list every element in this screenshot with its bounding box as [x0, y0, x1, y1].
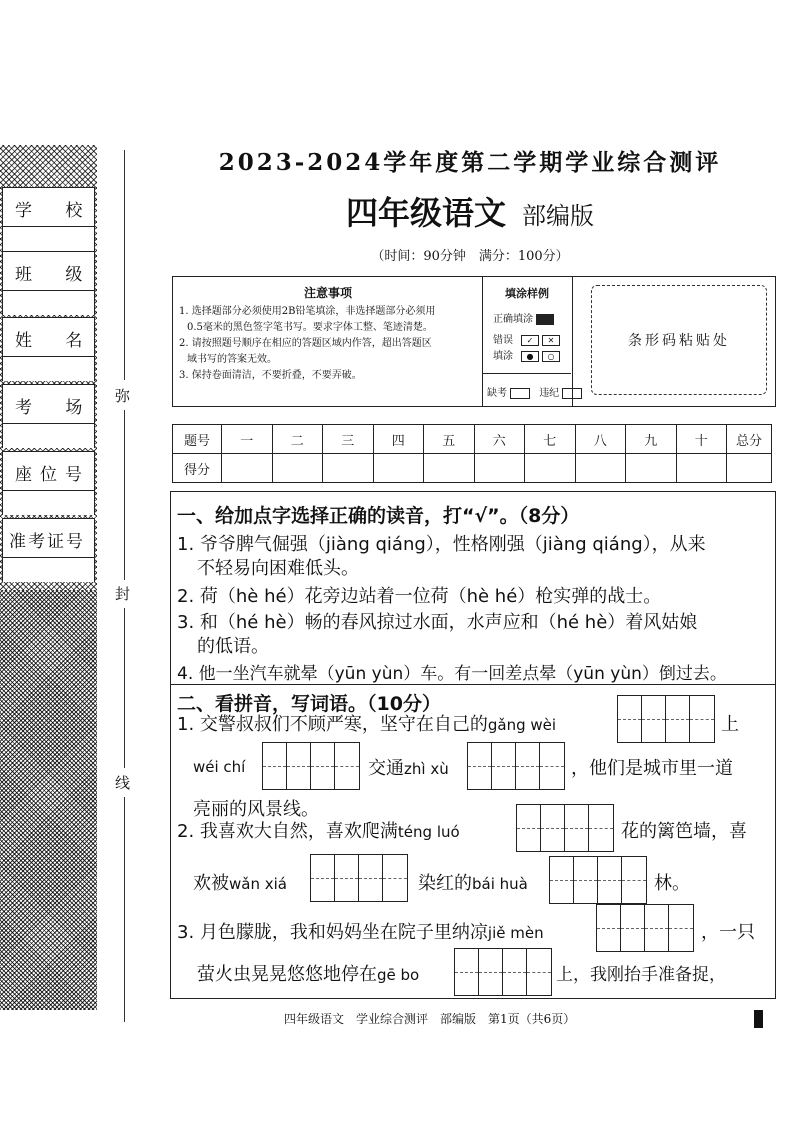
s2-q1-mid — [368, 754, 449, 780]
barcode-label: 条形码粘贴处 — [628, 333, 730, 349]
pinyin-jiemen: jiě mèn — [487, 924, 544, 942]
total-score-cell[interactable] — [727, 454, 772, 483]
seat-write-line[interactable] — [2, 491, 95, 515]
section-2-title: 二、看拼音，写词语。（10分） — [177, 693, 441, 715]
class-field[interactable] — [2, 251, 95, 291]
score-col-header: 三 — [323, 425, 374, 454]
notice-items — [179, 304, 477, 384]
s2-q1-last: 亮丽的风景线。 — [193, 799, 319, 820]
grid-cell[interactable] — [666, 696, 690, 742]
grid-cell[interactable] — [550, 857, 574, 903]
binding-strip-bottom — [0, 590, 97, 1010]
score-col-header: 十 — [676, 425, 727, 454]
time-info: （时间：90分钟 满分：100分） — [371, 249, 569, 264]
dot-box-icon: ● — [521, 351, 539, 362]
grid-cell[interactable] — [622, 857, 646, 903]
exam-id-label: 准考证号 — [9, 532, 85, 552]
notice-item: 2. 请按照题号顺序在相应的答题区域内作答，超出答题区 — [179, 338, 432, 349]
score-col-header: 五 — [424, 425, 475, 454]
s2-q3-pre-text: 萤火虫晃晃悠悠地停在 — [197, 964, 377, 985]
s2-q1-line — [177, 710, 556, 736]
seal-line-3 — [124, 608, 125, 768]
exam-room-write-line[interactable] — [2, 424, 95, 448]
question-area — [170, 491, 776, 999]
s2-q2-mid-text: 染红的 — [418, 873, 472, 894]
page-footer: 四年级语文 学业综合测评 部编版 第1页（共6页） — [284, 1012, 576, 1026]
barcode-area — [591, 285, 767, 395]
notice-item: 1. 选择题部分必须使用2B铅笔填涂，非选择题部分必须用 — [179, 306, 436, 317]
absent-violation-row — [487, 384, 582, 399]
pinyin-tengluo: téng luó — [397, 823, 460, 841]
grid-cell[interactable] — [311, 743, 335, 789]
seal-line-2 — [124, 410, 125, 580]
exam-room-label: 考 场 — [15, 398, 97, 418]
sample-divider — [483, 373, 571, 374]
s2-q1-mid-text: 交通 — [368, 758, 404, 779]
pinyin-baihua: bái huà — [472, 875, 528, 893]
notice-section — [173, 277, 483, 406]
s2-q2-end: 林。 — [654, 873, 690, 894]
violation-checkbox[interactable] — [562, 388, 582, 399]
seal-char-xian: 线 — [115, 774, 131, 792]
check-box-icon: ✓ — [521, 335, 539, 346]
score-col-header: 四 — [373, 425, 424, 454]
answer-grid-zhixu[interactable] — [467, 742, 565, 790]
s2-q3-line — [177, 918, 544, 944]
score-cell[interactable] — [424, 454, 475, 483]
total-score-header: 总分 — [727, 425, 772, 454]
class-write-line[interactable] — [2, 291, 95, 315]
s2-q2-pre-text: 欢被 — [193, 873, 229, 894]
s2-q2-mid — [418, 869, 528, 895]
section-divider — [171, 684, 775, 685]
pinyin-zhixu: zhì xù — [404, 760, 449, 778]
score-cell[interactable] — [323, 454, 374, 483]
score-cell[interactable] — [626, 454, 677, 483]
answer-grid-jiemen[interactable] — [596, 904, 694, 952]
score-value-row — [173, 454, 772, 483]
answer-grid-gebo[interactable] — [454, 948, 552, 996]
score-col-header: 八 — [575, 425, 626, 454]
s2-q3-end: 上，我刚抬手准备捉， — [556, 965, 726, 985]
seal-line-1 — [124, 150, 125, 380]
grid-cell[interactable] — [287, 743, 311, 789]
s2-q1-end: ，他们是城市里一道 — [571, 758, 733, 779]
question-no-label: 题号 — [173, 425, 222, 454]
s2-q3-pre — [197, 960, 419, 986]
name-write-line[interactable] — [2, 357, 95, 381]
notice-item: 域书写的答案无效。 — [187, 354, 277, 365]
pinyin-wanxia: wǎn xiá — [229, 875, 287, 893]
notice-item: 0.5毫米的黑色签字笔书写。要求字体工整、笔迹清楚。 — [187, 322, 433, 333]
edition-label: 部编版 — [522, 202, 594, 230]
grid-cell[interactable] — [669, 905, 693, 951]
grid-cell[interactable] — [598, 857, 622, 903]
exam-id-field[interactable] — [2, 518, 95, 558]
s2-q1-text: 1. 交警叔叔们不顾严寒，坚守在自己的 — [177, 714, 488, 735]
grid-cell[interactable] — [311, 855, 335, 901]
grid-cell[interactable] — [527, 949, 551, 995]
notice-item: 3. 保持卷面清洁，不要折叠，不要弄破。 — [179, 370, 362, 381]
grid-cell[interactable] — [642, 696, 666, 742]
s1-question-1b: 不轻易向困难低头。 — [197, 558, 359, 579]
seat-label: 座位号 — [15, 465, 90, 485]
score-col-header: 二 — [272, 425, 323, 454]
sample-title: 填涂样例 — [505, 287, 549, 300]
grid-cell[interactable] — [335, 855, 359, 901]
seal-line-4 — [124, 797, 125, 1022]
score-col-header: 六 — [474, 425, 525, 454]
name-field[interactable] — [2, 317, 95, 357]
subject-name: 四年级语文 — [345, 194, 506, 232]
correct-fill-row — [493, 310, 554, 325]
pinyin-gebo: gē bo — [377, 966, 420, 984]
seat-field[interactable] — [2, 451, 95, 491]
answer-grid-weichi[interactable] — [262, 742, 360, 790]
grid-cell[interactable] — [621, 905, 645, 951]
score-cell[interactable] — [272, 454, 323, 483]
wrong-fill-row-2 — [493, 347, 560, 362]
grid-cell[interactable] — [335, 743, 359, 789]
cross-box-icon: ✕ — [542, 335, 560, 346]
grid-cell[interactable] — [479, 949, 503, 995]
grid-cell[interactable] — [516, 743, 540, 789]
name-label: 姓 名 — [15, 331, 97, 351]
answer-grid-tengluo[interactable] — [516, 804, 614, 852]
grid-cell[interactable] — [517, 805, 541, 851]
s2-q3-after: ，一只 — [701, 922, 755, 943]
exam-id-write-line[interactable] — [2, 558, 95, 582]
absent-label: 缺考 — [487, 388, 507, 399]
section-1-title: 一、给加点字选择正确的读音，打“√”。（8分） — [177, 505, 580, 527]
grid-cell[interactable] — [574, 857, 598, 903]
wrong-fill-row-1 — [493, 331, 560, 346]
grid-cell[interactable] — [540, 743, 564, 789]
grid-cell[interactable] — [503, 949, 527, 995]
answer-grid-gangwei[interactable] — [617, 695, 715, 743]
pinyin-weichi: wéi chí — [193, 758, 246, 776]
score-col-header: 九 — [626, 425, 677, 454]
score-cell[interactable] — [525, 454, 576, 483]
school-write-line[interactable] — [2, 227, 95, 251]
grid-cell[interactable] — [263, 743, 287, 789]
grid-cell[interactable] — [492, 743, 516, 789]
score-col-header: 一 — [222, 425, 273, 454]
notice-panel — [172, 276, 776, 407]
grid-cell[interactable] — [565, 805, 589, 851]
score-label: 得分 — [173, 454, 222, 483]
answer-grid-wanxia[interactable] — [310, 854, 408, 902]
grid-cell[interactable] — [597, 905, 621, 951]
grid-cell[interactable] — [383, 855, 407, 901]
s1-question-4: 4. 他一坐汽车就晕（yūn yùn）车。有一回差点晕（yūn yùn）倒过去。 — [177, 664, 727, 684]
grid-cell[interactable] — [359, 855, 383, 901]
grid-cell[interactable] — [645, 905, 669, 951]
filled-box-icon — [536, 314, 554, 325]
score-cell[interactable] — [474, 454, 525, 483]
s2-q1-after: 上 — [721, 714, 739, 735]
score-cell[interactable] — [373, 454, 424, 483]
seal-char-mi: 弥 — [115, 387, 131, 405]
school-label: 学 校 — [15, 201, 97, 221]
score-cell[interactable] — [222, 454, 273, 483]
corner-mark — [754, 1010, 763, 1028]
school-field[interactable] — [2, 187, 95, 227]
wrong-fill-label-2: 填涂 — [493, 351, 513, 362]
s1-question-1a: 1. 爷爷脾气倔强（jiàng qiáng），性格刚强（jiàng qiáng），从来 — [177, 534, 706, 555]
s2-q2-after: 花的篱笆墙，喜 — [621, 821, 747, 842]
notice-title: 注意事项 — [303, 286, 352, 300]
grid-cell[interactable] — [690, 696, 714, 742]
answer-grid-baihua[interactable] — [549, 856, 647, 904]
exam-title: 2023-2024学年度第二学期学业综合测评 — [218, 149, 722, 176]
grid-cell[interactable] — [455, 949, 479, 995]
pinyin-gangwei: gǎng wèi — [487, 716, 557, 734]
score-cell[interactable] — [676, 454, 727, 483]
seal-char-feng: 封 — [115, 585, 131, 603]
score-header-row — [173, 425, 772, 454]
grid-cell[interactable] — [468, 743, 492, 789]
score-cell[interactable] — [575, 454, 626, 483]
subject-title — [160, 188, 780, 234]
s2-q2-pre — [193, 869, 287, 895]
grid-cell[interactable] — [618, 696, 642, 742]
s1-question-3a: 3. 和（hé hè）畅的春风掠过水面，水声应和（hé hè）着风姑娘 — [177, 612, 698, 633]
grid-cell[interactable] — [541, 805, 565, 851]
grid-cell[interactable] — [589, 805, 613, 851]
exam-room-field[interactable] — [2, 384, 95, 424]
correct-fill-label: 正确填涂 — [493, 314, 533, 325]
wrong-fill-label-1: 错误 — [493, 335, 513, 346]
class-label: 班 级 — [15, 265, 97, 285]
fill-sample-section — [483, 277, 573, 406]
s2-q3-text: 3. 月色朦胧，我和妈妈坐在院子里纳凉 — [177, 922, 488, 943]
score-table — [172, 424, 772, 483]
s2-q2-text: 2. 我喜欢大自然，喜欢爬满 — [177, 821, 398, 842]
s2-q2-line — [177, 817, 460, 843]
s1-question-3b: 的低语。 — [197, 636, 269, 657]
s1-question-2: 2. 荷（hè hé）花旁边站着一位荷（hè hé）枪实弹的战士。 — [177, 586, 662, 607]
absent-checkbox[interactable] — [510, 388, 530, 399]
violation-label: 违纪 — [539, 388, 560, 399]
circle-box-icon: ○ — [542, 351, 560, 362]
score-col-header: 七 — [525, 425, 576, 454]
